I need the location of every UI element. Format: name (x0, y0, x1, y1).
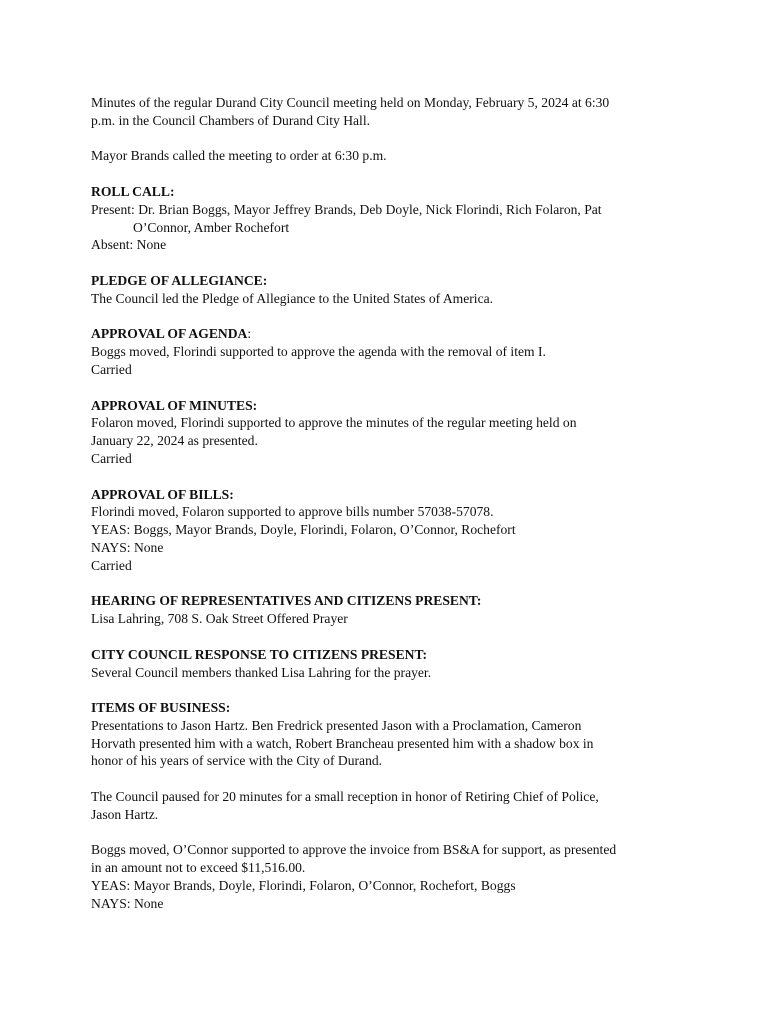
business-p1-line-2: Horvath presented him with a watch, Robert Brancheau presented him with a shadow box in (91, 735, 594, 751)
call-to-order-text: Mayor Brands called the meeting to order at 6:30 p.m. (91, 148, 387, 164)
intro-paragraph (91, 94, 691, 130)
agenda-section (91, 325, 691, 378)
present-line-2: O’Connor, Amber Rochefort (133, 219, 290, 235)
hearing-heading: HEARING OF REPRESENTATIVES AND CITIZENS PRESENT: (91, 593, 482, 609)
bills-yeas: YEAS: Boggs, Mayor Brands, Doyle, Florindi, Folaron, O’Connor, Rochefort (91, 522, 516, 538)
bills-motion: Florindi moved, Folaron supported to approve bills number 57038-57078. (91, 504, 494, 520)
business-p1-line-1: Presentations to Jason Hartz. Ben Fredrick presented Jason with a Proclamation, Cameron (91, 717, 582, 733)
agenda-heading-line (91, 325, 691, 343)
hearing-section (91, 592, 691, 628)
business-heading: ITEMS OF BUSINESS: (91, 700, 231, 716)
business-section (91, 699, 691, 770)
present-line-1: Present: Dr. Brian Boggs, Mayor Jeffrey Brands, Deb Doyle, Nick Florindi, Rich Folaron, Pat (91, 201, 602, 217)
response-section (91, 646, 691, 682)
roll-call-heading: ROLL CALL: (91, 183, 175, 199)
hearing-text: Lisa Lahring, 708 S. Oak Street Offered Prayer (91, 611, 348, 627)
business-p2-line-2: Jason Hartz. (91, 806, 159, 822)
pledge-heading: PLEDGE OF ALLEGIANCE: (91, 272, 268, 288)
bills-nays: NAYS: None (91, 539, 164, 555)
response-text: Several Council members thanked Lisa Lahring for the prayer. (91, 664, 432, 680)
agenda-motion: Boggs moved, Florindi supported to approve the agenda with the removal of item I. (91, 344, 546, 360)
business-p3-line-2: in an amount not to exceed $11,516.00. (91, 860, 306, 876)
bills-result: Carried (91, 557, 132, 573)
call-to-order-paragraph (91, 147, 691, 165)
minutes-result: Carried (91, 450, 132, 466)
business-invoice-paragraph (91, 841, 691, 912)
pledge-section (91, 272, 691, 308)
business-p3-nays: NAYS: None (91, 895, 164, 911)
bills-section (91, 486, 691, 575)
agenda-heading-colon: : (247, 326, 252, 342)
intro-line-2: p.m. in the Council Chambers of Durand City Hall. (91, 112, 371, 128)
agenda-heading: APPROVAL OF AGENDA (91, 326, 248, 342)
business-p3-yeas: YEAS: Mayor Brands, Doyle, Florindi, Folaron, O’Connor, Rochefort, Boggs (91, 878, 516, 894)
minutes-motion-line-1: Folaron moved, Florindi supported to approve the minutes of the regular meeting held on (91, 415, 577, 431)
absent-line: Absent: None (91, 237, 167, 253)
intro-line-1: Minutes of the regular Durand City Council meeting held on Monday, February 5, 2024 at 6:30 (91, 95, 610, 110)
business-p1-line-3: honor of his years of service with the City of Durand. (91, 753, 383, 769)
response-heading: CITY COUNCIL RESPONSE TO CITIZENS PRESENT: (91, 646, 428, 662)
roll-call-section (91, 183, 691, 254)
agenda-result: Carried (91, 361, 132, 377)
business-p2-line-1: The Council paused for 20 minutes for a small reception in honor of Retiring Chief of Police, (91, 789, 599, 805)
minutes-section (91, 397, 691, 468)
business-reception-paragraph (91, 788, 691, 824)
bills-heading: APPROVAL OF BILLS: (91, 486, 234, 502)
pledge-text: The Council led the Pledge of Allegiance to the United States of America. (91, 290, 494, 306)
minutes-heading: APPROVAL OF MINUTES: (91, 397, 258, 413)
business-p3-line-1: Boggs moved, O’Connor supported to approve the invoice from BS&A for support, as presented (91, 842, 617, 858)
document-page (91, 94, 691, 930)
minutes-motion-line-2: January 22, 2024 as presented. (91, 433, 258, 449)
